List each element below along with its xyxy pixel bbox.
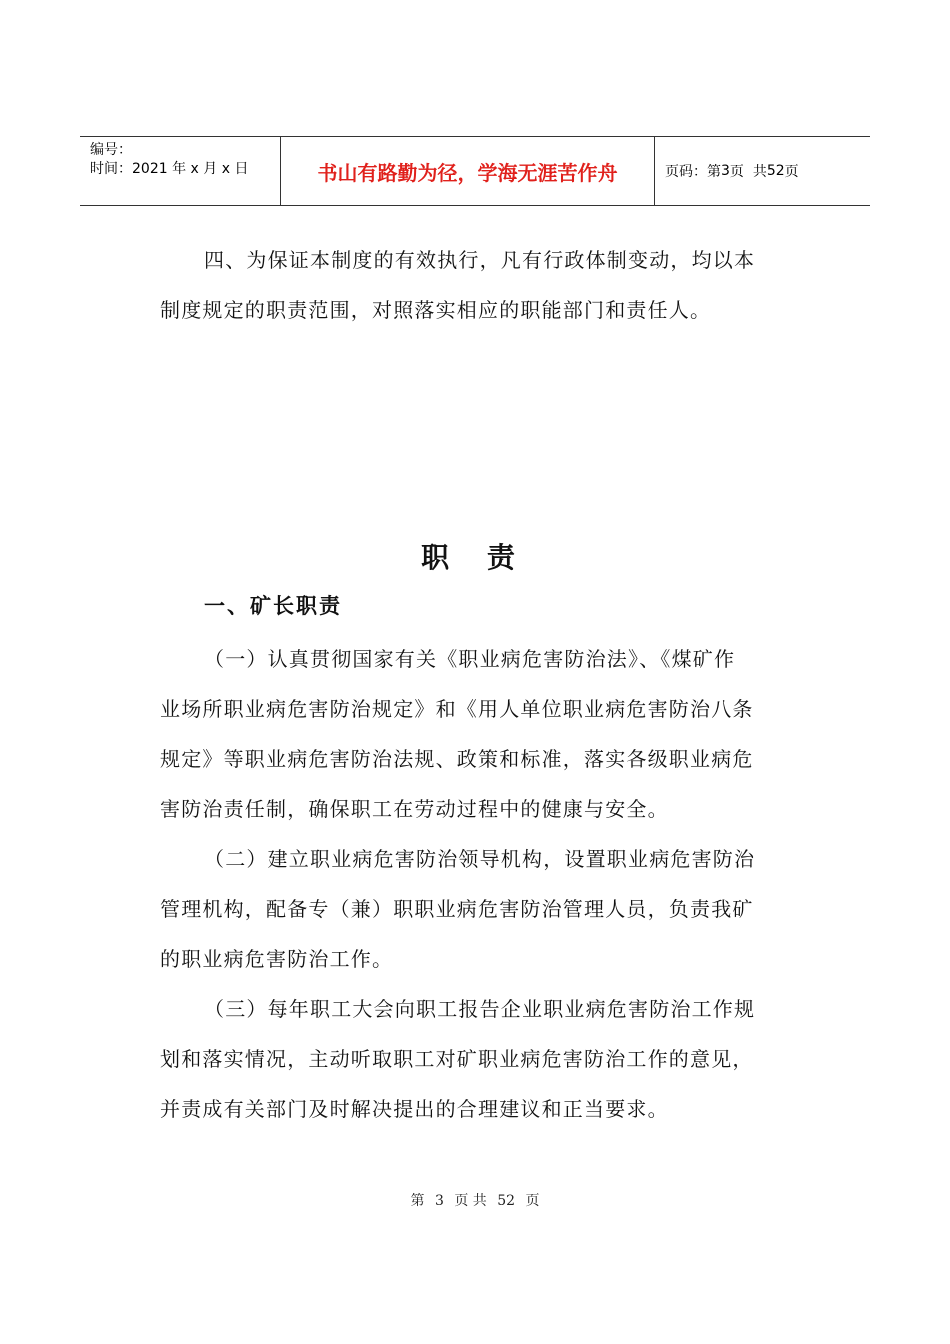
footer-suffix: 页 (525, 1193, 540, 1209)
header-page-end: 页 (784, 164, 799, 180)
paragraph-line: （二）建立职业病危害防治领导机构，设置职业病危害防治 (204, 847, 756, 871)
paragraph-line: 管理机构，配备专（兼）职职业病危害防治管理人员，负责我矿 (160, 897, 754, 921)
paragraph-line: 划和落实情况，主动听取职工对矿职业病危害防治工作的意见， (160, 1047, 754, 1071)
paragraph-line: （三）每年职工大会向职工报告企业职业病危害防治工作规 (204, 997, 756, 1021)
footer-prefix: 第 (410, 1193, 425, 1209)
header-page-total: 52 (766, 163, 785, 179)
header-page-mid: 页 共 (729, 164, 767, 180)
header-page-label: 页码：第 (665, 164, 721, 180)
header-motto: 书山有路勤为径，学海无涯苦作舟 (281, 137, 655, 205)
paragraph-line: （一）认真贯彻国家有关《职业病危害防治法》、《煤矿作 (204, 647, 736, 671)
paragraph-line: 业场所职业病危害防治规定》和《用人单位职业病危害防治八条 (160, 697, 754, 721)
section-title: 职 责 (421, 541, 529, 574)
header-meta-cell (80, 137, 281, 205)
document-header (80, 136, 870, 206)
footer-page-total: 52 (497, 1193, 516, 1209)
paragraph-line: 规定》等职业病危害防治法规、政策和标准，落实各级职业病危 (160, 747, 754, 771)
header-page-info (655, 137, 870, 205)
document-time-label: 时间：2021 年 x 月 x 日 (90, 161, 249, 177)
paragraph-line: 并责成有关部门及时解决提出的合理建议和正当要求。 (160, 1097, 669, 1121)
page-footer (0, 1190, 950, 1210)
document-number-label: 编号： (90, 142, 132, 158)
paragraph-line: 制度规定的职责范围，对照落实相应的职能部门和责任人。 (160, 298, 712, 322)
paragraph-line: 害防治责任制，确保职工在劳动过程中的健康与安全。 (160, 797, 669, 821)
header-page-current: 3 (721, 163, 730, 179)
paragraph-line: 四、为保证本制度的有效执行，凡有行政体制变动，均以本 (204, 248, 756, 272)
footer-mid: 页 共 (454, 1193, 487, 1209)
section-subtitle: 一、矿长职责 (204, 594, 342, 618)
footer-page-current: 3 (434, 1193, 444, 1209)
paragraph-line: 的职业病危害防治工作。 (160, 947, 394, 971)
